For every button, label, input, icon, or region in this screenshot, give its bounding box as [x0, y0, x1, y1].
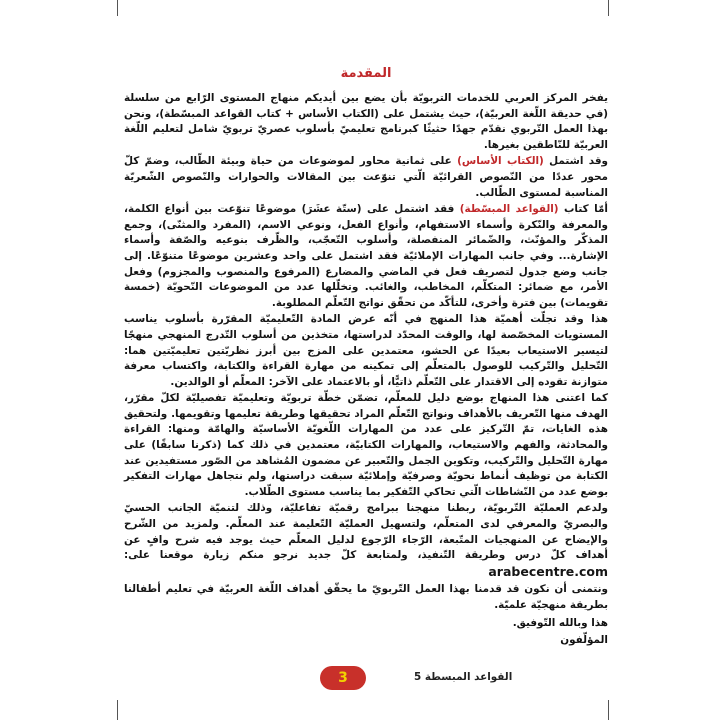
highlight-grammar-book: (القواعد المبسّطة) [459, 203, 559, 216]
page-title: المقدمة [340, 66, 392, 81]
signature: المؤلّفون [560, 633, 608, 646]
crop-mark [608, 700, 609, 720]
paragraph-teacher-guide: كما اعتنى هذا المنهاج بوضع دليل للمعلّم، تضمّن خطّة تربويّة وتعليميّة تفصيليّة لكلّ مقرّر، الهدف منها التّعريف بالأهداف ونواتج التّعلّم المراد تحقيقها وطريقة تعليمها وتقويمها. ولتحقيق هذه الغايات، تمّ التّركيز على عدد من المهارات اللّغويّة الأساسيّة والهامّة ومنها: القراءة والمحادثة، والفهم والاستيعاب، والمهارات الكتابيّة، معتمدين في ذلك كما (ذكرنا سابقًا) على مهارة التّحليل والتّركيب، وتكوين الجمل والتّعبير عن مضمون المُشاهد من الصّور مستفيدين عند الكتابة من توظيف أنماط نحويّة وصرفيّة وإملائيّة سبقت دراستها، ولم نتجاهل مهارات التفكير بوضع عدد من النّشاطات الّتي تحاكي التّفكير بما يناسب مستوى الطّلاب. [124, 392, 608, 498]
paragraph-grammar-book [124, 202, 608, 311]
paragraph-text: أمّا كتاب [558, 203, 608, 216]
paragraph-text: وقد اشتمل [543, 155, 609, 168]
paragraph-text: ولدعم العمليّة التّربويّة، ربطنا منهجنا ببرامج رقميّة تفاعليّة، وذلك لتنميّة الجانب الحسيّ والبصريّ والمعرفي لدى المتعلّم، ولتسهيل العمليّة التّعليمة عند المعلّم. ولمزيد من الشّرح والإيضاح عن المنهجيات المتّبعة، الرّجاء الرّجوع لدليل المعلّم حيث يوجد فيه شرح وافٍ عن أهداف كلّ درس وطريقة التّنفيذ، ولمتابعة كلّ جديد نرجو منكم زيارة موقعنا على: [124, 502, 608, 562]
paragraph-text: فقد اشتمل على (ستّة عشَرَ) موضوعًا تنوّعت بين أنواع الكلمة، والمعرفة والنّكرة وأسماء الاستفهام، وأنواع الفعل، ونوعي الاسم، (المفرد والمثنّى)، وجمع المذكّر والمؤنّث، والضّمائر المنفصلة، وأسلوب التّعجّب، والظّرف بنوعيه والصّفة وأسماء الإشارة... وفي جانب المهارات الإملائيّة فقد اشتمل على واحد وعشرين موضوعًا متنوّعًا. إلى جانب وضع جدول لتصريف فعل في الماضي والمضارع (المرفوع والمنصوب والمجزوم) وفعل الأمر، مع ضمائر: المتكلّم، المخاطب، والغائب. وتخلّلها عدد من الموضوعات النّحويّة (خمسة تقويمات) بين فترة وأخرى، للتأكّد من تحقّق نواتج التّعلّم المطلوبة. [124, 203, 608, 309]
footer-book-label: القواعد المبسطة 5 [414, 671, 513, 683]
paragraph-intro: يفخر المركز العربي للخدمات التربويّة بأن يضع بين أيديكم منهاج المستوى الرّابع من سلسلة (في حديقة اللّغة العربيّة)، حيث يشتمل على (الكتاب الأساس + كتاب القواعد المبسّطة)، ونحن بهذا العمل التّربوي نقدّم جهدًا حثيثًا كبرنامج تعليميّ بأسلوب عصريّ تربويّ شامل لتعليم اللّغة العربيّة للنّاطقين بغيرها. [124, 92, 608, 151]
page-number-badge: 3 [320, 666, 366, 690]
crop-mark [117, 700, 118, 720]
paragraph-main-book [124, 154, 608, 201]
paragraph-digital [124, 501, 608, 581]
paragraph-wish: ونتمنى أن نكون قد قدمنا بهذا العمل التّربويّ ما يحقّق أهداف اللّغة العربيّة في تعليم أطفالنا بطريقة منهجيّة علميّة. [124, 583, 608, 611]
paragraph-text: على ثمانية محاور لموضوعات من حياة وبيئة الطّالب، وضمّ كلّ محور عددًا من النّصوص القرائيّة الّتي تنوّعت بين المقالات والحوارات والنّصوص الشّعريّة المناسبة لمستوى الطّالب. [124, 155, 608, 199]
paragraph-importance: هذا وقد تجلّت أهميّة هذا المنهج في أنّه عرض المادة التّعليميّة المقرّرة بأسلوب يناسب المستويات المخصّصة لها، والوقت المحدّد لدراستها، متخذين من أسلوب التّدرج المنهجي منهجًا لتيسير الاستيعاب بعيدًا عن الحشو، معتمدين على المزج بين أبرز نظريّتين تعليميّتين هما: التّحليل والتّركيب للوصول بالمتعلّم إلى تمكينه من مهارة القراءة والكتابة، واكتساب معرفة متوازنة تقوده إلى الاقتدار على التّعلّم ذاتيًّا، أو بالاعتماد على الآخر: المعلّم أو الوالدين. [124, 313, 608, 388]
website-link[interactable]: arabecentre.com [488, 563, 608, 579]
crop-mark [608, 0, 609, 16]
crop-mark [117, 0, 118, 16]
document-page [124, 60, 608, 660]
highlight-main-book: (الكتاب الأساس) [457, 155, 544, 168]
page-footer [124, 666, 608, 694]
closing-line: هذا وبالله التّوفيق. [512, 616, 608, 629]
